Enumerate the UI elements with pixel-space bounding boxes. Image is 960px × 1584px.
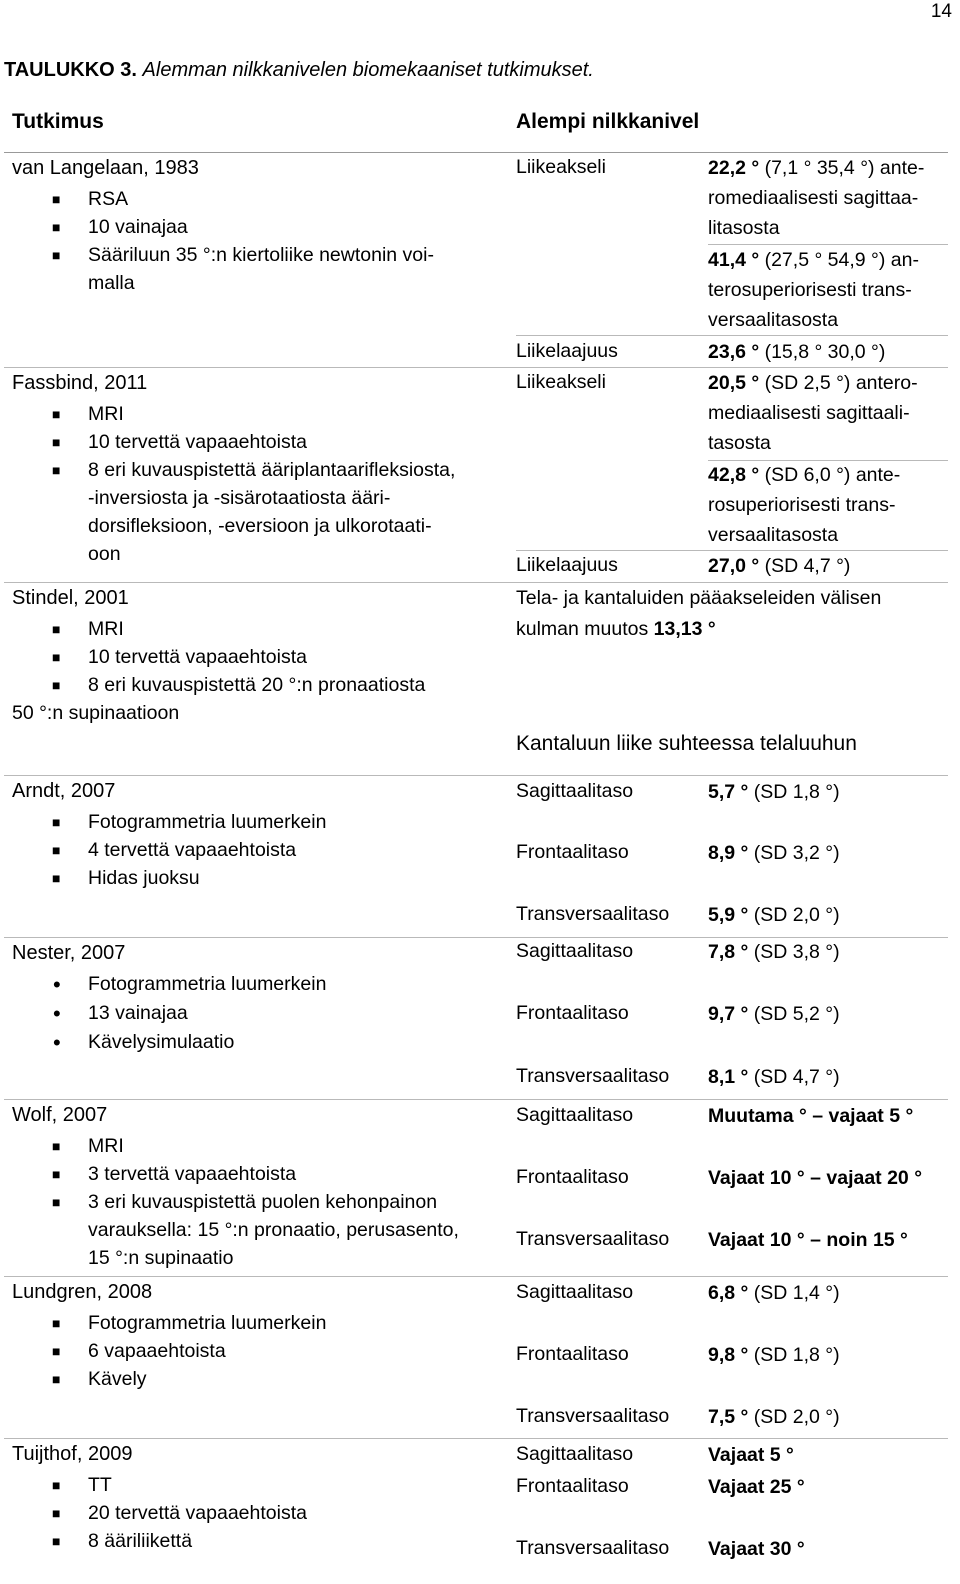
study-details [12, 1132, 502, 1272]
list-item: ■ Fotogrammetria luumerkein [12, 1309, 502, 1337]
list-item: • Kävelysimulaatio [53, 1030, 235, 1055]
square-bullet-icon: ■ [52, 462, 61, 478]
table-caption [4, 56, 594, 84]
square-bullet-icon: ■ [52, 1343, 61, 1359]
result-text: Tela- ja kantaluiden pääakseleiden välisen kulman muutos 13,13 ° [516, 587, 882, 640]
result-value: 7,5 ° (SD 2,0 °) [708, 1406, 840, 1428]
list-item-continuation: 50 °:n supinaatioon [12, 702, 180, 724]
result-label: Frontaalitaso [516, 1002, 629, 1024]
result-value-bold: 20,5 ° [708, 372, 760, 394]
list-item: ■ 6 vapaaehtoista [12, 1337, 502, 1365]
result-value-bold: 23,6 ° [708, 341, 760, 363]
result-value: Vajaat 25 ° [708, 1476, 805, 1498]
study-name: Lundgren, 2008 [12, 1281, 153, 1303]
square-bullet-icon: ■ [52, 1194, 61, 1210]
square-bullet-icon: ■ [52, 191, 61, 207]
result-label: Sagittaalitaso [516, 780, 634, 802]
result-label: Liikelaajuus [516, 340, 618, 362]
result-label: Sagittaalitaso [516, 940, 634, 962]
square-bullet-icon: ■ [52, 677, 61, 693]
result-value: Muutama ° – vajaat 5 ° [708, 1105, 914, 1127]
study-details [12, 970, 502, 1057]
result-value: 7,8 ° (SD 3,8 °) [708, 941, 840, 963]
result-value: 9,7 ° (SD 5,2 °) [708, 1003, 840, 1025]
list-item: ■ 8 eri kuvauspistettä ääriplantaarifleksiosta, [12, 456, 502, 484]
result-value: 22,2 ° (7,1 ° 35,4 °) ante- romediaalisesti sagittaa- litasosta [708, 157, 925, 239]
result-label: Frontaalitaso [516, 841, 629, 863]
list-item: ■ Sääriluun 35 °:n kiertoliike newtonin voi- [12, 241, 502, 269]
list-item: ■ 20 tervettä vapaaehtoista [12, 1499, 502, 1527]
list-item: ■ Hidas juoksu [12, 864, 502, 892]
study-details [12, 400, 502, 568]
result-label: Sagittaalitaso [516, 1281, 634, 1303]
result-label: Sagittaalitaso [516, 1104, 634, 1126]
square-bullet-icon: ■ [52, 1166, 61, 1182]
study-fassbind [12, 369, 502, 568]
page-number: 14 [930, 1, 952, 22]
square-bullet-icon: ■ [52, 1138, 61, 1154]
result-value: 27,0 ° (SD 4,7 °) [708, 555, 851, 577]
caption-text: Alemman nilkkanivelen biomekaaniset tutkimukset. [142, 59, 594, 81]
result-label: Frontaalitaso [516, 1475, 629, 1497]
list-item-continuation: oon [88, 543, 121, 565]
result-label: Transversaalitaso [516, 1065, 670, 1087]
result-value-bold: 27,0 ° [708, 555, 760, 577]
study-nester [12, 939, 502, 1057]
list-item: • Fotogrammetria luumerkein [53, 972, 327, 997]
list-item-continuation: dorsifleksioon, -eversioon ja ulkorotaati- [88, 515, 432, 537]
list-item: ■ 10 tervettä vapaaehtoista [12, 428, 502, 456]
list-item: ■ TT [12, 1471, 502, 1499]
study-wolf [12, 1101, 502, 1272]
result-value: 42,8 ° (SD 6,0 °) ante- rosuperiorisesti trans- versaalitasosta [708, 464, 901, 546]
list-item: ■ 4 tervettä vapaaehtoista [12, 836, 502, 864]
row-rule [4, 1099, 948, 1100]
row-rule [4, 1438, 948, 1439]
square-bullet-icon: ■ [52, 1533, 61, 1549]
study-name: Stindel, 2001 [12, 587, 129, 609]
result-value: 41,4 ° (27,5 ° 54,9 °) an- terosuperiorisesti trans- versaalitasosta [708, 249, 919, 331]
result-value: Vajaat 10 ° – noin 15 ° [708, 1229, 908, 1251]
result-value-bold: 13,13 ° [653, 618, 716, 640]
square-bullet-icon: ■ [52, 649, 61, 665]
result-label: Frontaalitaso [516, 1166, 629, 1188]
square-bullet-icon: ■ [52, 870, 61, 886]
square-bullet-icon: ■ [52, 1505, 61, 1521]
result-value: 8,9 ° (SD 3,2 °) [708, 842, 840, 864]
square-bullet-icon: ■ [52, 1371, 61, 1387]
section-heading-kantaluu: Kantaluun liike suhteessa telaluuhun [516, 732, 857, 755]
result-value: 5,9 ° (SD 2,0 °) [708, 904, 840, 926]
result-value-bold: 22,2 ° [708, 157, 760, 179]
list-item: ■ 3 eri kuvauspistettä puolen kehonpainon [12, 1188, 502, 1216]
list-item: ■ 3 tervettä vapaaehtoista [12, 1160, 502, 1188]
round-bullet-icon: • [53, 972, 61, 997]
round-bullet-icon: • [53, 1030, 61, 1055]
study-lundgren [12, 1278, 502, 1393]
study-arndt [12, 777, 502, 892]
result-label: Sagittaalitaso [516, 1443, 634, 1465]
square-bullet-icon: ■ [52, 406, 61, 422]
round-bullet-icon: • [53, 1001, 61, 1026]
result-value: 23,6 ° (15,8 ° 30,0 °) [708, 341, 886, 363]
list-item: ■ Kävely [12, 1365, 502, 1393]
result-value: Vajaat 10 ° – vajaat 20 ° [708, 1167, 922, 1189]
list-item: ■ Fotogrammetria luumerkein [12, 808, 502, 836]
list-item-continuation: 15 °:n supinaatio [88, 1247, 234, 1269]
result-label: Transversaalitaso [516, 1228, 670, 1250]
result-value: 20,5 ° (SD 2,5 °) antero- mediaalisesti sagittaali- tasosta [708, 372, 918, 454]
square-bullet-icon: ■ [52, 1477, 61, 1493]
list-item: ■ 8 ääriliikettä [12, 1527, 502, 1555]
square-bullet-icon: ■ [52, 219, 61, 235]
study-stindel [12, 584, 502, 727]
square-bullet-icon: ■ [52, 814, 61, 830]
result-value: Vajaat 5 ° [708, 1444, 794, 1466]
result-value-bold: 41,4 ° [708, 249, 760, 271]
result-label: Transversaalitaso [516, 1537, 670, 1559]
row-rule [4, 775, 948, 776]
result-value-bold: 42,8 ° [708, 464, 760, 486]
list-item-continuation: malla [88, 272, 135, 294]
list-item: • 13 vainajaa [53, 1001, 188, 1026]
study-name: Fassbind, 2011 [12, 372, 148, 394]
square-bullet-icon: ■ [52, 621, 61, 637]
result-value: 8,1 ° (SD 4,7 °) [708, 1066, 840, 1088]
header-alempi-nilkkanivel: Alempi nilkkanivel [516, 110, 700, 133]
study-details [12, 185, 502, 297]
list-item: ■ 10 tervettä vapaaehtoista [12, 643, 502, 671]
row-rule [516, 335, 948, 336]
study-name: Wolf, 2007 [12, 1104, 108, 1126]
study-details [12, 615, 502, 727]
list-item: ■ 10 vainajaa [12, 213, 502, 241]
study-tuijthof [12, 1440, 502, 1555]
list-item-continuation: -inversiosta ja -sisärotaatiosta ääri- [88, 487, 391, 509]
result-label: Liikeakseli [516, 371, 606, 393]
list-item: ■ 8 eri kuvauspistettä 20 °:n pronaatiosta [12, 671, 502, 699]
list-item: ■ MRI [12, 400, 502, 428]
result-label: Transversaalitaso [516, 903, 670, 925]
list-item-continuation: varauksella: 15 °:n pronaatio, perusasento, [88, 1219, 459, 1241]
study-details [12, 1309, 502, 1393]
result-label: Frontaalitaso [516, 1343, 629, 1365]
study-details [12, 808, 502, 892]
result-label: Liikeakseli [516, 156, 606, 178]
study-details [12, 1471, 502, 1555]
study-name: Tuijthof, 2009 [12, 1443, 133, 1465]
study-name: Nester, 2007 [12, 942, 126, 964]
header-tutkimus: Tutkimus [12, 110, 104, 133]
study-name: van Langelaan, 1983 [12, 157, 199, 179]
study-van-langelaan [12, 154, 502, 297]
square-bullet-icon: ■ [52, 247, 61, 263]
result-value: 9,8 ° (SD 1,8 °) [708, 1344, 840, 1366]
result-value: Vajaat 30 ° [708, 1538, 805, 1560]
list-item: ■ MRI [12, 1132, 502, 1160]
square-bullet-icon: ■ [52, 434, 61, 450]
result-label: Transversaalitaso [516, 1405, 670, 1427]
list-item: ■ RSA [12, 185, 502, 213]
result-label: Liikelaajuus [516, 554, 618, 576]
study-name: Arndt, 2007 [12, 780, 116, 802]
result-value: 5,7 ° (SD 1,8 °) [708, 781, 840, 803]
list-item: ■ MRI [12, 615, 502, 643]
square-bullet-icon: ■ [52, 1315, 61, 1331]
row-rule [4, 1276, 948, 1277]
square-bullet-icon: ■ [52, 842, 61, 858]
caption-label: TAULUKKO 3. [4, 59, 137, 81]
result-value: 6,8 ° (SD 1,4 °) [708, 1282, 840, 1304]
